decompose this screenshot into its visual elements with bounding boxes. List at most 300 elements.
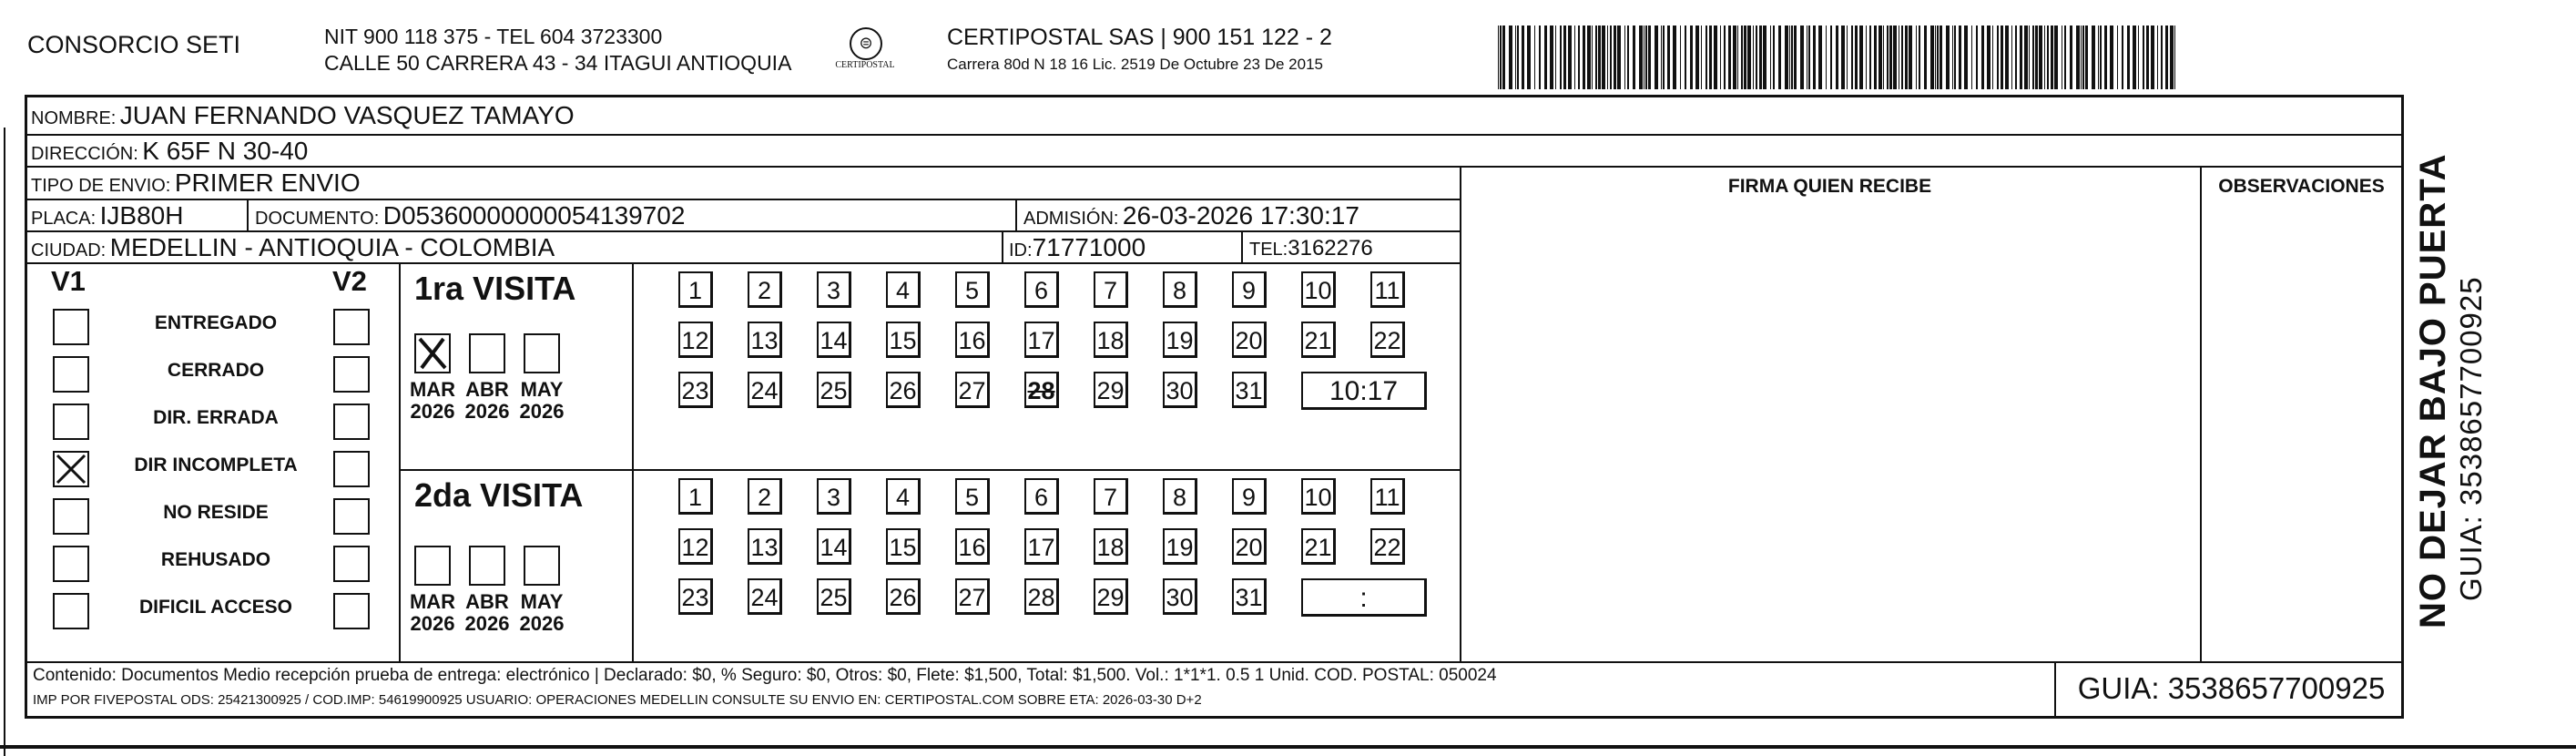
- barcode-bar: [2127, 26, 2130, 89]
- day-box-18[interactable]: 18: [1094, 528, 1128, 565]
- barcode-bar: [2165, 26, 2168, 89]
- ciudad-cell: [31, 233, 555, 262]
- barcode-bar: [1509, 26, 1512, 89]
- day-box-19[interactable]: 19: [1163, 528, 1197, 565]
- x-mark-icon: [416, 335, 449, 372]
- v1-checkbox-2[interactable]: [53, 356, 89, 393]
- day-box-9[interactable]: 9: [1232, 271, 1267, 308]
- id-value: 71771000: [1032, 233, 1146, 261]
- status-label: DIR INCOMPLETA: [134, 455, 298, 475]
- barcode-bar: [2110, 26, 2113, 89]
- day-box-26[interactable]: 26: [886, 372, 921, 408]
- barcode-bar: [1770, 26, 1771, 89]
- status-label: CERRADO: [167, 360, 265, 381]
- admision-label: ADMISIÓN:: [1023, 209, 1119, 229]
- barcode-bar: [2170, 26, 2174, 89]
- day-box-18[interactable]: 18: [1094, 322, 1128, 358]
- month-name: MAR: [409, 590, 456, 613]
- barcode-bar: [1527, 26, 1531, 89]
- barcode-bar: [1747, 26, 1751, 89]
- barcode-bar: [1592, 26, 1593, 89]
- barcode-bar: [1539, 26, 1541, 89]
- placa-value: IJB80H: [99, 201, 184, 230]
- month-year: 2026: [410, 612, 455, 635]
- day-box-27[interactable]: 27: [955, 372, 990, 408]
- status-label: ENTREGADO: [154, 312, 278, 333]
- day-box-1[interactable]: 1: [678, 478, 713, 515]
- barcode-bar: [1544, 26, 1547, 89]
- barcode-bar: [2098, 26, 2099, 89]
- month-name: MAY: [520, 590, 564, 613]
- tipo-envio-value: PRIMER ENVIO: [174, 169, 361, 197]
- day-box-16[interactable]: 16: [955, 322, 990, 358]
- month-checkbox[interactable]: [469, 546, 505, 586]
- barcode-bar: [1568, 26, 1572, 89]
- day-box-26[interactable]: 26: [886, 578, 921, 615]
- day-box-15[interactable]: 15: [886, 322, 921, 358]
- direccion-row: [31, 137, 308, 166]
- barcode-bar: [1887, 26, 1889, 89]
- barcode-bar: [1737, 26, 1738, 89]
- tel-label: TEL:: [1249, 240, 1288, 260]
- barcode-bar: [1624, 26, 1625, 89]
- barcode-bar: [1555, 26, 1556, 89]
- barcode-bar: [1773, 26, 1775, 89]
- barcode-bar: [1517, 26, 1519, 89]
- barcode-bar: [1826, 26, 1827, 89]
- day-box-21[interactable]: 21: [1301, 322, 1336, 358]
- x-mark-icon: [55, 453, 87, 485]
- barcode-bar: [1916, 26, 1917, 89]
- tel-value: 3162276: [1288, 236, 1373, 261]
- visit-title: 1ra VISITA: [414, 270, 576, 307]
- barcode-bar: [1522, 26, 1524, 89]
- day-box-21[interactable]: 21: [1301, 528, 1336, 565]
- day-box-22[interactable]: 22: [1370, 528, 1405, 565]
- day-box-5[interactable]: 5: [955, 478, 990, 515]
- barcode-bar: [1759, 26, 1762, 89]
- barcode-bar: [2117, 26, 2118, 89]
- direccion-label: DIRECCIÓN:: [31, 144, 138, 164]
- tel-cell: [1249, 236, 1373, 261]
- barcode-bar: [1874, 26, 1877, 89]
- month-name: MAR: [409, 378, 456, 401]
- barcode-bar: [1695, 26, 1699, 89]
- barcode-bar: [1883, 26, 1884, 89]
- barcode-bar: [1690, 26, 1693, 89]
- day-box-31[interactable]: 31: [1232, 578, 1267, 615]
- barcode-bar: [2032, 26, 2034, 89]
- placa-label: PLACA:: [31, 209, 97, 229]
- footer-imp-line: IMP POR FIVEPOSTAL ODS: 25421300925 / COD.IMP: 54619900925 USUARIO: OPERACIONES MEDELLIN CONSULTE SU ENVIO EN: CERTIPOSTAL.COM SOBRE ETA: 2026-03-30 D+2: [33, 692, 1202, 708]
- day-box-31[interactable]: 31: [1232, 372, 1267, 408]
- company-nit-block: [324, 24, 791, 77]
- barcode-bar: [1498, 26, 1499, 89]
- barcode-bar: [2054, 26, 2058, 89]
- delivery-form: [25, 95, 2404, 719]
- day-box-28[interactable]: 28: [1024, 578, 1059, 615]
- barcode-bar: [2146, 26, 2149, 89]
- barcode-bar: [1500, 26, 1502, 89]
- barcode-bar: [1855, 26, 1858, 89]
- v2-checkbox-6[interactable]: [333, 546, 370, 582]
- barcode-bar: [1685, 26, 1686, 89]
- barcode-bar: [2138, 26, 2139, 89]
- footer-content-line: Contenido: Documentos Medio recepción prueba de entrega: electrónico | Declarado: $0, % Seguro: $0, Otros: $0, Flete: $1,500, Total: $1,500. Vol.: 1*1*1. 0.5 1 Unid. COD. POSTAL: 050024: [33, 666, 1497, 685]
- ciudad-label: CIUDAD:: [31, 240, 107, 261]
- v1-checkbox-5[interactable]: [53, 498, 89, 535]
- barcode-bar: [1515, 26, 1516, 89]
- day-box-22[interactable]: 22: [1370, 322, 1405, 358]
- barcode-bar: [2081, 26, 2082, 89]
- v1-header: V1: [51, 265, 86, 297]
- day-box-3[interactable]: 3: [817, 478, 851, 515]
- barcode-bar: [1502, 26, 1505, 89]
- day-box-29[interactable]: 29: [1094, 372, 1128, 408]
- day-box-11[interactable]: 11: [1370, 271, 1405, 308]
- logo-text: CERTIPOSTAL: [835, 60, 895, 70]
- barcode-bar: [1976, 26, 1978, 89]
- barcode-bar: [2035, 26, 2038, 89]
- scan-border-bottom: [0, 745, 2576, 749]
- barcode-bar: [2029, 26, 2030, 89]
- status-label: DIFICIL ACCESO: [138, 597, 292, 618]
- barcode-bar: [1578, 26, 1580, 89]
- barcode-bar: [1946, 26, 1950, 89]
- barcode-bar: [1937, 26, 1939, 89]
- nit-line: NIT 900 118 375 - TEL 604 3723300: [324, 25, 663, 48]
- visit-title: 2da VISITA: [414, 476, 584, 514]
- status-label: DIR. ERRADA: [153, 407, 279, 428]
- side-vertical-text: [2413, 153, 2489, 628]
- barcode-bar: [2064, 26, 2066, 89]
- barcode-bar: [1680, 26, 1681, 89]
- barcode-bar: [2024, 26, 2028, 89]
- id-label: ID:: [1009, 240, 1033, 261]
- barcode-bar: [2082, 26, 2084, 89]
- day-box-14[interactable]: 14: [817, 322, 851, 358]
- day-box-8[interactable]: 8: [1163, 271, 1197, 308]
- barcode-bar: [2085, 26, 2088, 89]
- day-box-7[interactable]: 7: [1094, 478, 1128, 515]
- day-box-1[interactable]: 1: [678, 271, 713, 308]
- barcode-bar: [1940, 26, 1942, 89]
- month-year: 2026: [410, 400, 455, 423]
- day-box-19[interactable]: 19: [1163, 322, 1197, 358]
- nombre-value: JUAN FERNANDO VASQUEZ TAMAYO: [119, 101, 575, 129]
- day-box-10[interactable]: 10: [1301, 271, 1336, 308]
- placa-cell: [31, 201, 183, 230]
- barcode-bar: [1800, 26, 1804, 89]
- month-name: ABR: [465, 378, 509, 401]
- documento-label: DOCUMENTO:: [255, 209, 380, 229]
- day-box-17[interactable]: 17: [1024, 322, 1059, 358]
- v2-checkbox-5[interactable]: [333, 498, 370, 535]
- barcode-bar: [1639, 26, 1643, 89]
- barcode-bar: [1534, 26, 1535, 89]
- day-box-11[interactable]: 11: [1370, 478, 1405, 515]
- barcode-bar: [1667, 26, 1670, 89]
- v1-checkbox-6[interactable]: [53, 546, 89, 582]
- barcode-bar: [1794, 26, 1797, 89]
- month-year: 2026: [464, 400, 510, 423]
- barcode-bar: [1952, 26, 1953, 89]
- barcode-bar: [1971, 26, 1972, 89]
- barcode-bar: [1756, 26, 1757, 89]
- v1-checkbox-1[interactable]: [53, 309, 89, 345]
- barcode-bar: [1889, 26, 1892, 89]
- day-box-25[interactable]: 25: [817, 372, 851, 408]
- barcode-bar: [1610, 26, 1612, 89]
- barcode-bar: [2100, 26, 2102, 89]
- day-box-4[interactable]: 4: [886, 271, 921, 308]
- barcode-bar: [1791, 26, 1793, 89]
- day-box-24[interactable]: 24: [748, 372, 782, 408]
- company-name: CONSORCIO SETI: [27, 31, 241, 58]
- barcode-bar: [1607, 26, 1608, 89]
- barcode-bar: [1763, 26, 1767, 89]
- barcode-bar: [1709, 26, 1712, 89]
- barcode-bar: [1598, 26, 1601, 89]
- barcode-bar: [1924, 26, 1927, 89]
- barcode-bar: [1847, 26, 1848, 89]
- barcode-bar: [1935, 26, 1936, 89]
- day-box-15[interactable]: 15: [886, 528, 921, 565]
- barcode-bar: [2122, 26, 2123, 89]
- month-name: MAY: [520, 378, 564, 401]
- barcode-bar: [1614, 26, 1616, 89]
- barcode-bar: [1724, 26, 1726, 89]
- status-label: NO RESIDE: [163, 502, 269, 523]
- barcode-bar: [1901, 26, 1903, 89]
- day-box-8[interactable]: 8: [1163, 478, 1197, 515]
- barcode-bar: [2044, 26, 2045, 89]
- certipostal-logo: [833, 27, 897, 80]
- month-checkbox[interactable]: [524, 333, 560, 373]
- barcode-bar: [1866, 26, 1867, 89]
- month-name: ABR: [465, 590, 509, 613]
- no-dejar-bajo-puerta: NO DEJAR BAJO PUERTA: [2413, 153, 2453, 628]
- barcode-bar: [1785, 26, 1788, 89]
- barcode-bar: [1714, 26, 1717, 89]
- day-box-10[interactable]: 10: [1301, 478, 1336, 515]
- v2-checkbox-7[interactable]: [333, 593, 370, 629]
- admision-cell: [1023, 201, 1359, 230]
- barcode-bar: [2157, 26, 2158, 89]
- certipostal-info: [947, 24, 1332, 78]
- tipo-envio-label: TIPO DE ENVIO:: [31, 176, 171, 196]
- documento-cell: [255, 201, 685, 230]
- day-box-23[interactable]: 23: [678, 578, 713, 615]
- footer-guia: GUIA: 3538657700925: [2077, 671, 2386, 705]
- day-box-30[interactable]: 30: [1163, 578, 1197, 615]
- tipo-envio-row: [31, 169, 361, 198]
- barcode-bar: [2011, 26, 2012, 89]
- barcode-bar: [2143, 26, 2144, 89]
- barcode-bar: [1673, 26, 1676, 89]
- firma-header: FIRMA QUIEN RECIBE: [1727, 176, 1932, 197]
- barcode-bar: [1741, 26, 1743, 89]
- day-box-29[interactable]: 29: [1094, 578, 1128, 615]
- id-cell: [1009, 233, 1145, 262]
- day-box-24[interactable]: 24: [748, 578, 782, 615]
- barcode-bar: [1701, 26, 1702, 89]
- barcode-bar: [2161, 26, 2163, 89]
- day-box-3[interactable]: 3: [817, 271, 851, 308]
- barcode-bar: [1744, 26, 1746, 89]
- v2-checkbox-2[interactable]: [333, 356, 370, 393]
- barcode-bar: [1705, 26, 1707, 89]
- barcode-bar: [2039, 26, 2042, 89]
- barcode-bar: [1560, 26, 1562, 89]
- barcode-bar: [2076, 26, 2080, 89]
- barcode-bar: [2104, 26, 2107, 89]
- barcode: [1498, 26, 2176, 89]
- ciudad-value: MEDELLIN - ANTIOQUIA - COLOMBIA: [109, 233, 555, 261]
- barcode-bar: [1830, 26, 1832, 89]
- day-box-16[interactable]: 16: [955, 528, 990, 565]
- barcode-bar: [1627, 26, 1629, 89]
- barcode-bar: [2015, 26, 2017, 89]
- day-box-25[interactable]: 25: [817, 578, 851, 615]
- day-box-20[interactable]: 20: [1232, 528, 1267, 565]
- barcode-bar: [1602, 26, 1605, 89]
- barcode-bar: [1841, 26, 1845, 89]
- barcode-bar: [1981, 26, 1984, 89]
- direccion-value: K 65F N 30-40: [142, 137, 309, 165]
- month-checkbox[interactable]: [414, 333, 451, 373]
- day-box-28[interactable]: 28: [1024, 372, 1059, 408]
- barcode-bar: [1728, 26, 1731, 89]
- barcode-bar: [2174, 26, 2175, 89]
- observaciones-header: OBSERVACIONES: [2218, 176, 2385, 197]
- day-box-12[interactable]: 12: [678, 322, 713, 358]
- barcode-bar: [2020, 26, 2022, 89]
- barcode-bar: [1836, 26, 1838, 89]
- month-checkbox[interactable]: [524, 546, 560, 586]
- v1-checkbox-7[interactable]: [53, 593, 89, 629]
- month-year: 2026: [519, 612, 565, 635]
- v2-checkbox-1[interactable]: [333, 309, 370, 345]
- day-box-13[interactable]: 13: [748, 528, 782, 565]
- barcode-bar: [1859, 26, 1863, 89]
- day-box-30[interactable]: 30: [1163, 372, 1197, 408]
- barcode-bar: [1733, 26, 1736, 89]
- barcode-bar: [1997, 26, 1999, 89]
- barcode-bar: [1869, 26, 1871, 89]
- barcode-bar: [1919, 26, 1920, 89]
- nombre-row: [31, 101, 575, 130]
- day-box-2[interactable]: 2: [748, 478, 782, 515]
- certipostal-license: Carrera 80d N 18 16 Lic. 2519 De Octubre 23 De 2015: [947, 56, 1323, 73]
- barcode-bar: [2005, 26, 2009, 89]
- month-checkbox[interactable]: [414, 546, 451, 586]
- v2-header: V2: [332, 265, 367, 297]
- v2-checkbox-4[interactable]: [333, 451, 370, 487]
- v1-checkbox-3[interactable]: [53, 404, 89, 440]
- v2-checkbox-3[interactable]: [333, 404, 370, 440]
- month-checkbox[interactable]: [469, 333, 505, 373]
- barcode-bar: [1645, 26, 1647, 89]
- barcode-bar: [1648, 26, 1651, 89]
- v1-checkbox-4[interactable]: [53, 451, 89, 487]
- barcode-bar: [1893, 26, 1897, 89]
- barcode-bar: [2151, 26, 2154, 89]
- barcode-bar: [1778, 26, 1781, 89]
- barcode-bar: [1964, 26, 1968, 89]
- day-box-7[interactable]: 7: [1094, 271, 1128, 308]
- barcode-bar: [1789, 26, 1790, 89]
- day-box-23[interactable]: 23: [678, 372, 713, 408]
- barcode-bar: [1633, 26, 1635, 89]
- barcode-bar: [1909, 26, 1912, 89]
- day-box-14[interactable]: 14: [817, 528, 851, 565]
- barcode-bar: [1959, 26, 1961, 89]
- nombre-label: NOMBRE:: [31, 108, 117, 128]
- side-guia: GUIA: 3538657700925: [2454, 276, 2488, 601]
- day-box-2[interactable]: 2: [748, 271, 782, 308]
- day-box-12[interactable]: 12: [678, 528, 713, 565]
- day-box-4[interactable]: 4: [886, 478, 921, 515]
- month-year: 2026: [519, 400, 565, 423]
- barcode-bar: [2133, 26, 2136, 89]
- barcode-bar: [1550, 26, 1553, 89]
- barcode-bar: [1655, 26, 1658, 89]
- logo-circle-icon: ⊜: [850, 27, 882, 60]
- day-box-6[interactable]: 6: [1024, 478, 1059, 515]
- barcode-bar: [1808, 26, 1810, 89]
- barcode-bar: [1583, 26, 1585, 89]
- month-year: 2026: [464, 612, 510, 635]
- barcode-bar: [1574, 26, 1575, 89]
- status-label: REHUSADO: [160, 549, 271, 570]
- time-field[interactable]: :: [1301, 578, 1427, 617]
- barcode-bar: [1587, 26, 1591, 89]
- address-line: CALLE 50 CARRERA 43 - 34 ITAGUI ANTIOQUIA: [324, 51, 792, 75]
- barcode-bar: [1954, 26, 1956, 89]
- barcode-bar: [1813, 26, 1816, 89]
- day-box-20[interactable]: 20: [1232, 322, 1267, 358]
- day-box-13[interactable]: 13: [748, 322, 782, 358]
- barcode-bar: [1663, 26, 1665, 89]
- barcode-bar: [1818, 26, 1822, 89]
- day-box-6[interactable]: 6: [1024, 271, 1059, 308]
- barcode-bar: [2001, 26, 2003, 89]
- barcode-bar: [1753, 26, 1754, 89]
- barcode-bar: [2092, 26, 2095, 89]
- barcode-bar: [1905, 26, 1908, 89]
- day-box-5[interactable]: 5: [955, 271, 990, 308]
- scan-border-left: [4, 128, 5, 756]
- documento-value: D05360000000054139702: [382, 201, 686, 230]
- certipostal-nit: CERTIPOSTAL SAS | 900 151 122 - 2: [947, 25, 1332, 50]
- barcode-bar: [2047, 26, 2049, 89]
- barcode-bar: [1992, 26, 1993, 89]
- admision-value: 26-03-2026 17:30:17: [1122, 201, 1359, 230]
- barcode-bar: [1851, 26, 1853, 89]
- barcode-bar: [1987, 26, 1991, 89]
- barcode-bar: [2070, 26, 2072, 89]
- time-field[interactable]: 10:17: [1301, 372, 1427, 410]
- barcode-bar: [1563, 26, 1566, 89]
- day-box-9[interactable]: 9: [1232, 478, 1267, 515]
- barcode-bar: [1879, 26, 1882, 89]
- day-box-17[interactable]: 17: [1024, 528, 1059, 565]
- barcode-bar: [1930, 26, 1934, 89]
- day-box-27[interactable]: 27: [955, 578, 990, 615]
- barcode-bar: [2051, 26, 2053, 89]
- barcode-bar: [1661, 26, 1662, 89]
